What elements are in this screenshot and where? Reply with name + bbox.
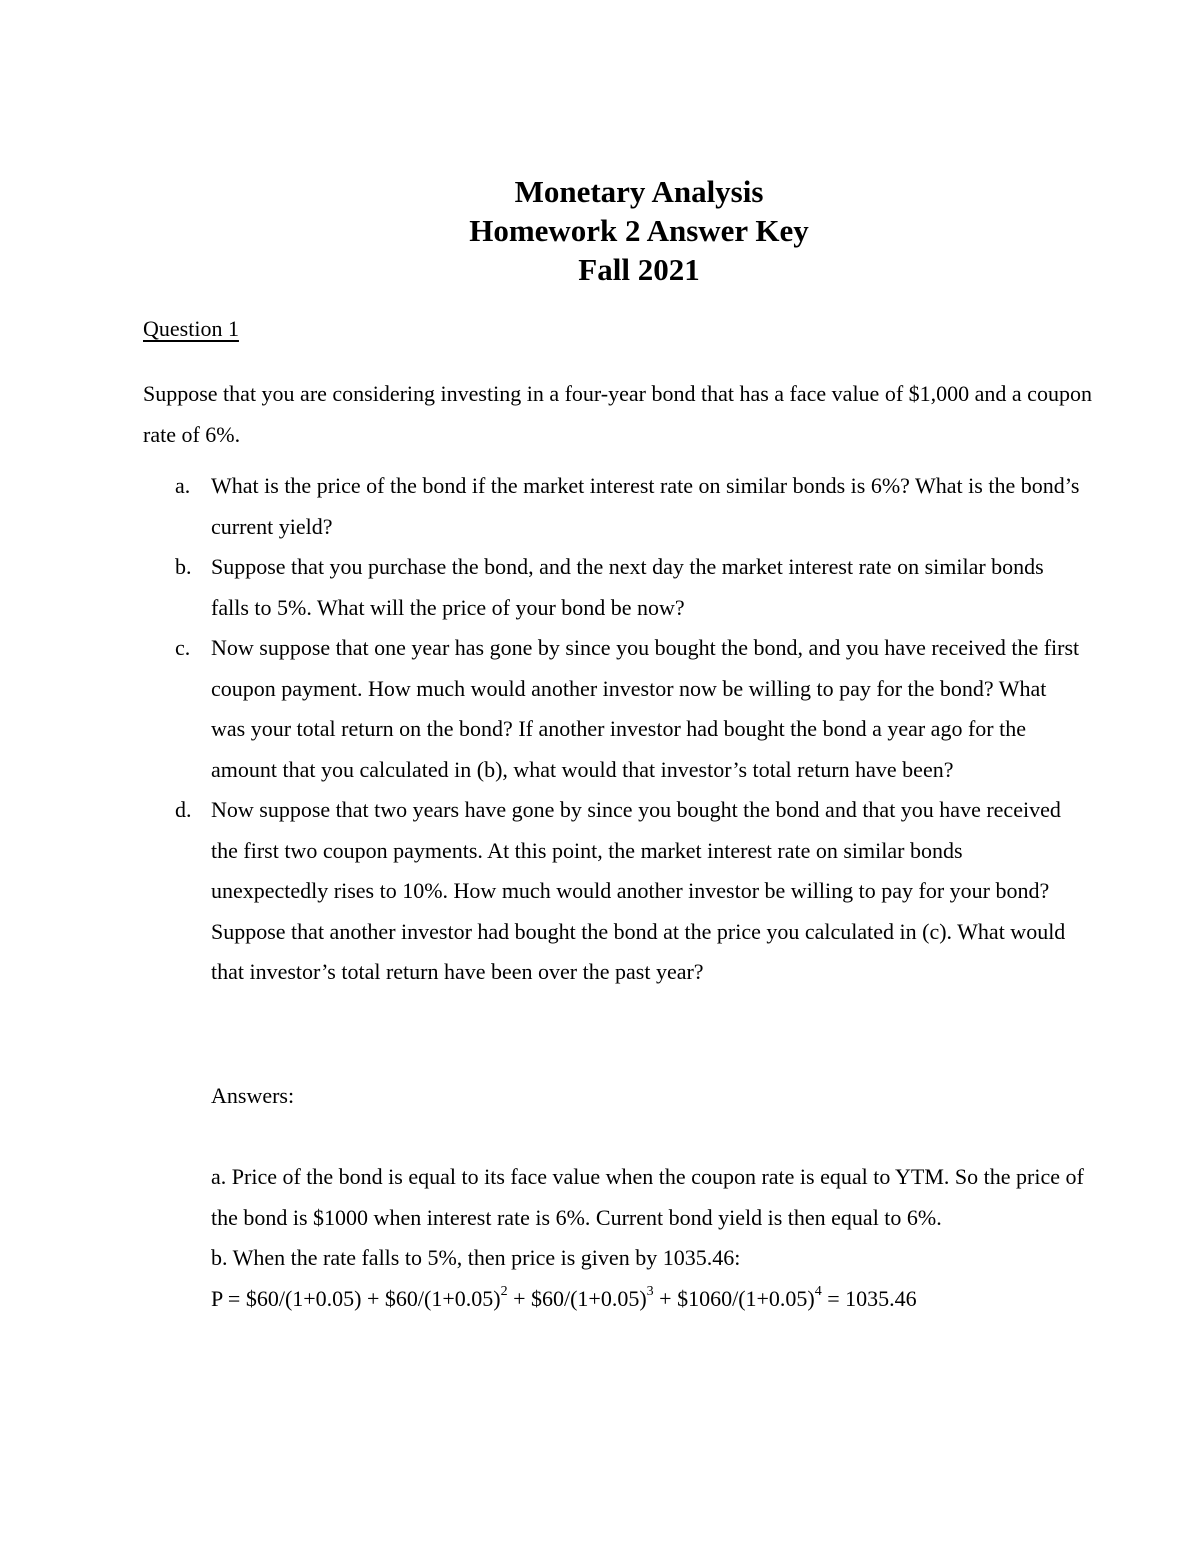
- formula-exponent: 3: [646, 1284, 654, 1300]
- title-line-assignment: Homework 2 Answer Key: [469, 213, 809, 248]
- document-title: [0, 172, 1200, 289]
- answers-heading: Answers:: [211, 1083, 295, 1108]
- title-line-term: Fall 2021: [578, 252, 700, 287]
- question-item-d: [0, 790, 1081, 993]
- formula-part: P = $60/(1+0.05) + $60/(1+0.05): [211, 1285, 501, 1311]
- answers-section: [211, 1076, 1091, 1319]
- item-text: What is the price of the bond if the market interest rate on similar bonds is 6%? What is the bond’s current yield?: [211, 473, 1080, 539]
- answer-b: b. When the rate falls to 5%, then price is given by 1035.46:: [211, 1245, 741, 1270]
- formula-part: = 1035.46: [821, 1285, 917, 1311]
- title-line-course: Monetary Analysis: [514, 174, 764, 209]
- question-item-a: [0, 466, 1081, 547]
- question-list: [0, 466, 1200, 993]
- question-item-b: [0, 547, 1081, 628]
- item-marker: a.: [175, 473, 191, 498]
- item-marker: b.: [175, 554, 192, 579]
- answer-b-formula: [211, 1279, 1091, 1320]
- formula-part: + $60/(1+0.05): [507, 1285, 647, 1311]
- item-text: Now suppose that two years have gone by since you bought the bond and that you have received the first two coupon payments. At this point, the market interest rate on similar bonds unexpectedly rises to 10%. How much would another investor be willing to pay for your bond? Suppose that another investor had bought the bond at the price you calculated in (c). What would that investor’s total return have been over the past year?: [211, 797, 1066, 984]
- formula-exponent: 4: [814, 1284, 822, 1300]
- item-text: Suppose that you purchase the bond, and the next day the market interest rate on similar bonds falls to 5%. What will the price of your bond be now?: [211, 554, 1044, 620]
- item-marker: d.: [175, 797, 192, 822]
- question-item-c: [0, 628, 1081, 790]
- answer-a: a. Price of the bond is equal to its face value when the coupon rate is equal to YTM. So the price of the bond is $1000 when interest rate is 6%. Current bond yield is then equal to 6%.: [211, 1164, 1084, 1230]
- question-heading: Question 1: [143, 316, 239, 341]
- item-marker: c.: [175, 635, 191, 660]
- formula-part: + $1060/(1+0.05): [653, 1285, 815, 1311]
- item-text: Now suppose that one year has gone by since you bought the bond, and you have received the first coupon payment. How much would another investor now be willing to pay for the bond? What was your total return on the bond? If another investor had bought the bond a year ago for the amount that you calculated in (b), what would that investor’s total return have been?: [211, 635, 1080, 782]
- question-intro: Suppose that you are considering investing in a four-year bond that has a face value of $1,000 and a coupon rate of 6%.: [143, 381, 1092, 447]
- formula-exponent: 2: [500, 1284, 508, 1300]
